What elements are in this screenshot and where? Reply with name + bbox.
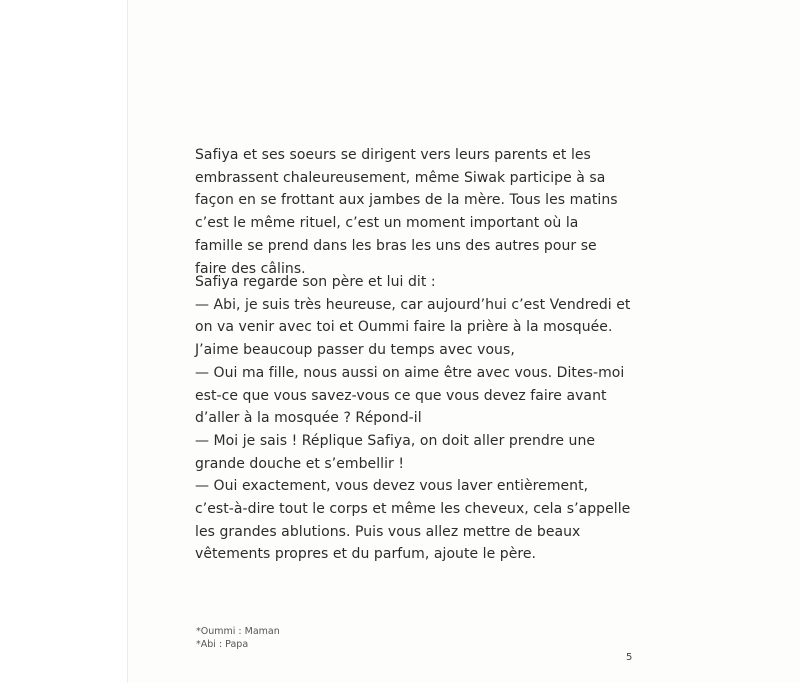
text-line: façon en se frottant aux jambes de la mère. Tous les matins [195,192,618,209]
text-line: grande douche et s’embellir ! [195,455,404,472]
text-line: Safiya regarde son père et lui dit : [195,274,436,290]
text-line: faire des câlins. [195,260,306,277]
text-line: — Oui exactement, vous devez vous laver entièrement, [195,478,589,495]
footnote-abi: *Abi : Papa [196,639,249,650]
text-line: d’aller à la mosquée ? Répond-il [195,410,422,427]
text-line: vêtements propres et du parfum, ajoute le père. [195,546,537,563]
text-line: Safiya et ses soeurs se dirigent vers leurs parents et les [195,147,591,163]
text-line: c’est-à-dire tout le corps et même les cheveux, cela s’appelle [195,501,631,518]
text-line: — Moi je sais ! Réplique Safiya, on doit aller prendre une [195,432,596,449]
text-line: les grandes ablutions. Puis vous allez mettre de beaux [195,523,581,540]
paragraph-2 [195,271,640,566]
paragraph-1 [195,144,640,280]
footnote-oummi: *Oummi : Maman [196,626,280,637]
text-line: famille se prend dans les bras les uns des autres pour se [195,237,597,254]
text-line: J’aime beaucoup passer du temps avec vous, [195,342,515,359]
text-line: est-ce que vous savez-vous ce que vous devez faire avant [195,387,607,404]
page-number: 5 [626,652,633,663]
text-line: — Abi, je suis très heureuse, car aujourd’hui c’est Vendredi et [195,296,631,313]
text-line: embrassent chaleureusement, même Siwak participe à sa [195,169,606,186]
left-margin [0,0,128,683]
text-line: — Oui ma fille, nous aussi on aime être avec vous. Dites-moi [195,364,625,381]
footnotes [196,625,280,651]
text-line: c’est le même rituel, c’est un moment important où la [195,215,579,232]
text-line: on va venir avec toi et Oummi faire la prière à la mosquée. [195,319,613,336]
